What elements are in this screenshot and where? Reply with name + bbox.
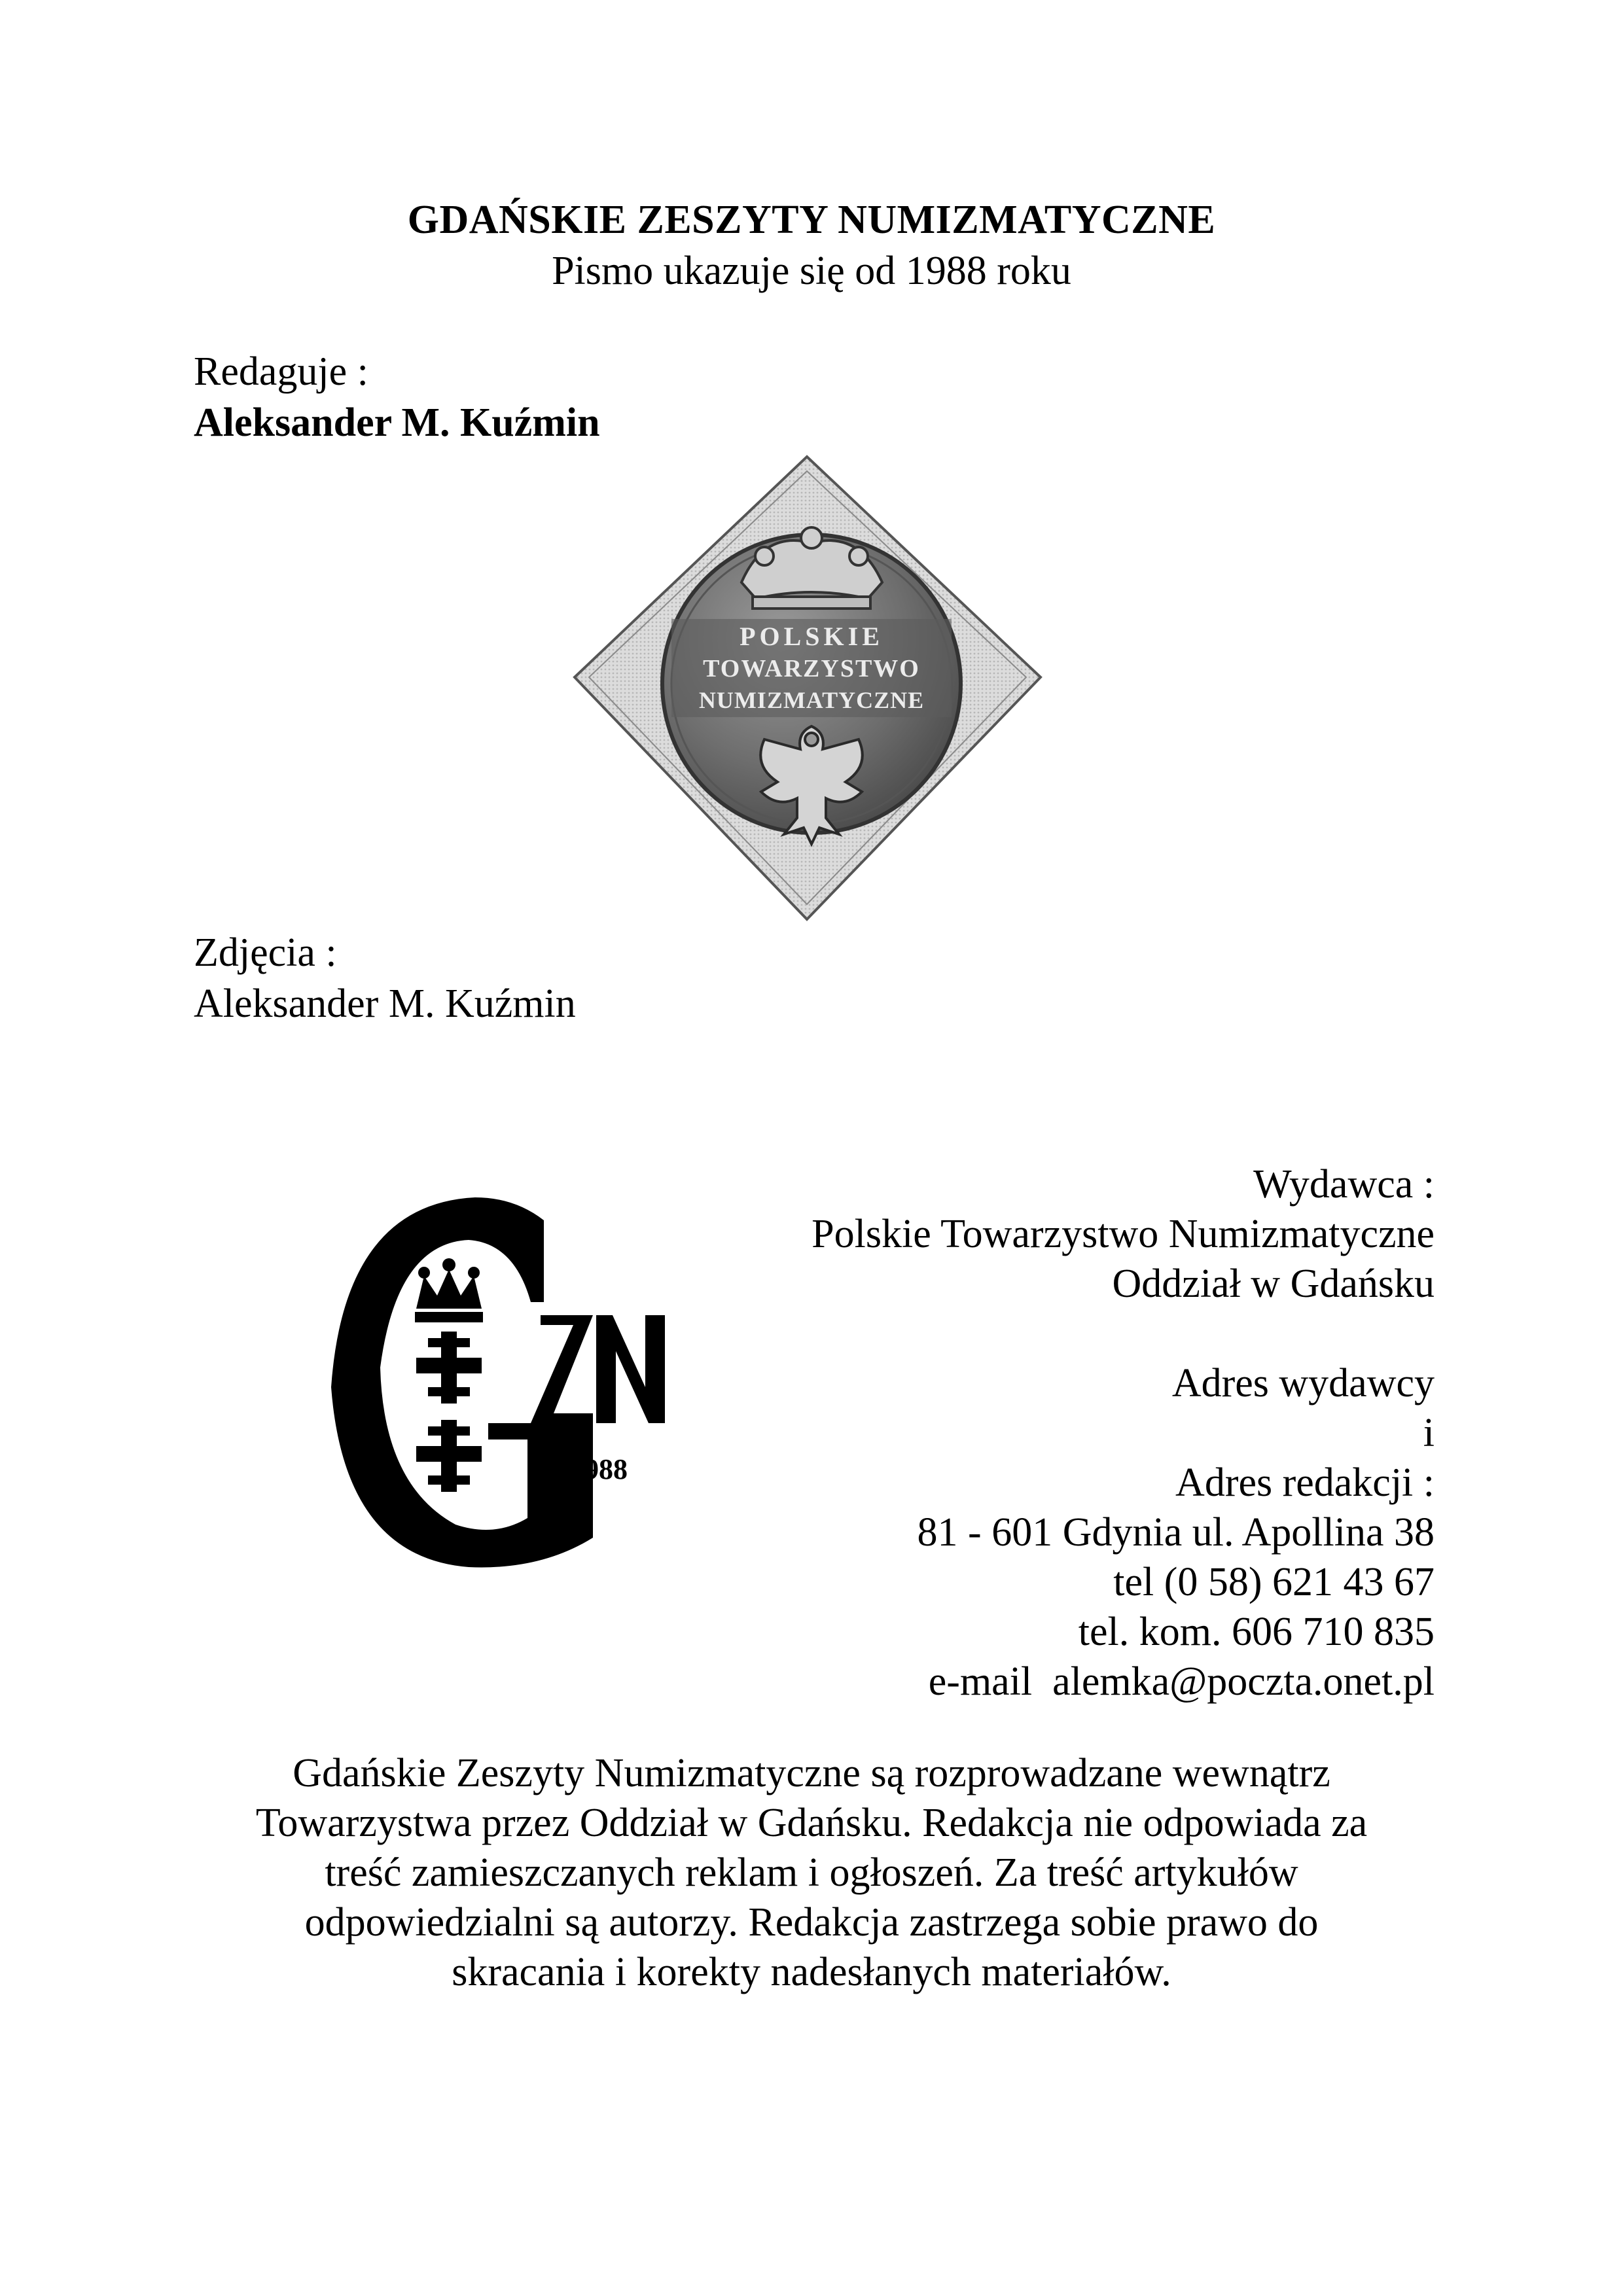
society-logo xyxy=(568,451,1046,929)
publisher-label: Wydawca : xyxy=(1253,1162,1435,1207)
notice-line: treść zamieszczanych reklam i ogłoszeń. Za treść artykułów xyxy=(325,1850,1298,1895)
notice-line: Gdańskie Zeszyty Numizmatyczne są rozprowadzane wewnątrz xyxy=(293,1751,1330,1795)
notice-line: Towarzystwa przez Oddział w Gdańsku. Redakcja nie odpowiada za xyxy=(255,1801,1368,1845)
photos-label: Zdjęcia : xyxy=(194,930,337,975)
publisher-line-1: Polskie Towarzystwo Numizmatyczne xyxy=(812,1212,1435,1256)
gzn-letter-n xyxy=(596,1315,665,1423)
page-title: GDAŃSKIE ZESZYTY NUMIZMATYCZNE xyxy=(407,198,1216,242)
society-line-1: POLSKIE xyxy=(740,622,883,651)
page-subtitle: Pismo ukazuje się od 1988 roku xyxy=(552,249,1071,293)
notice-line: skracania i korekty nadesłanych materiałów. xyxy=(452,1950,1171,1994)
publisher-line-2: Oddział w Gdańsku xyxy=(1112,1262,1435,1306)
cross-icon xyxy=(416,1332,482,1404)
notice-paragraph xyxy=(0,1748,1623,1997)
address-phone: tel (0 58) 621 43 67 xyxy=(1113,1560,1435,1604)
address-label-editorial: Adres redakcji : xyxy=(1175,1460,1435,1505)
address-label-publisher: Adres wydawcy xyxy=(1171,1361,1435,1405)
society-line-2: TOWARZYSTWO xyxy=(703,655,920,682)
gzn-year: 1988 xyxy=(570,1453,628,1485)
notice-line: odpowiedzialni są autorzy. Redakcja zastrzega sobie prawo do xyxy=(304,1900,1319,1945)
address-street: 81 - 601 Gdynia ul. Apollina 38 xyxy=(917,1510,1435,1555)
address-conjunction: i xyxy=(1423,1411,1435,1455)
editor-label: Redaguje : xyxy=(194,349,368,394)
gzn-letter-z xyxy=(531,1315,593,1423)
address-email: e-mail alemka@poczta.onet.pl xyxy=(928,1659,1435,1704)
society-line-3: NUMIZMATYCZNE xyxy=(698,687,925,713)
address-mobile: tel. kom. 606 710 835 xyxy=(1078,1610,1435,1654)
crown-icon xyxy=(415,1258,483,1322)
cross-icon xyxy=(416,1420,482,1492)
editor-name: Aleksander M. Kuźmin xyxy=(194,400,600,445)
photos-name: Aleksander M. Kuźmin xyxy=(194,981,576,1026)
gzn-logo xyxy=(318,1171,698,1590)
